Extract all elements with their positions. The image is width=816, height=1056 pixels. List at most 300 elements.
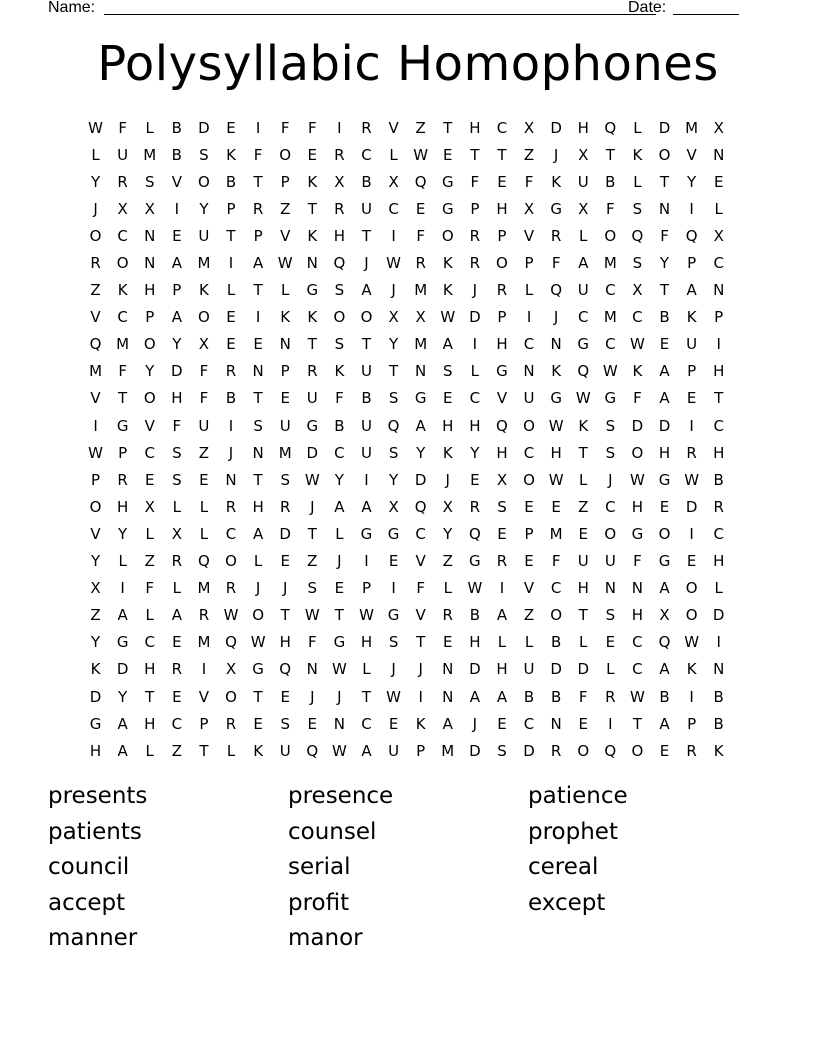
grid-letter: O [631, 443, 644, 462]
grid-letter: F [633, 389, 642, 408]
grid-letter: G [306, 281, 319, 300]
grid-letter: O [116, 254, 129, 273]
word-list-item: manor [288, 925, 363, 952]
grid-letter: G [658, 470, 671, 489]
grid-letter: K [226, 145, 236, 164]
grid-letter: G [631, 524, 644, 543]
grid-letter: P [524, 254, 534, 273]
grid-letter: S [388, 443, 399, 462]
grid-letter: A [659, 389, 670, 408]
grid-letter: K [686, 660, 697, 679]
grid-letter: L [606, 660, 615, 679]
grid-letter: O [143, 335, 156, 354]
grid-letter: W [467, 579, 483, 598]
grid-letter: I [526, 308, 532, 327]
grid-letter: Z [171, 741, 182, 760]
grid-letter: H [171, 389, 183, 408]
grid-letter: Y [145, 362, 155, 381]
grid-letter: O [360, 308, 373, 327]
grid-letter: P [497, 308, 507, 327]
grid-letter: X [90, 579, 101, 598]
grid-letter: R [307, 362, 318, 381]
grid-letter: O [550, 606, 563, 625]
grid-letter: R [686, 741, 697, 760]
grid-letter: W [304, 606, 320, 625]
grid-letter: E [497, 172, 507, 191]
grid-letter: Q [225, 633, 237, 652]
grid-letter: T [118, 389, 128, 408]
grid-letter: G [658, 552, 671, 571]
grid-letter: J [337, 552, 342, 571]
grid-letter: R [496, 552, 508, 571]
grid-letter: U [523, 389, 535, 408]
grid-letter: L [118, 552, 127, 571]
grid-letter: L [226, 281, 236, 300]
grid-letter: T [334, 606, 344, 625]
grid-letter: I [337, 118, 342, 137]
grid-letter: H [279, 633, 291, 652]
grid-letter: T [632, 714, 642, 733]
grid-letter: M [414, 281, 428, 300]
grid-letter: O [225, 552, 237, 571]
grid-letter: D [171, 362, 183, 381]
grid-letter: L [226, 741, 236, 760]
grid-letter: I [689, 416, 694, 435]
grid-letter: B [225, 172, 237, 191]
grid-letter: V [523, 579, 535, 598]
grid-letter: L [579, 633, 588, 652]
grid-letter: Y [388, 335, 399, 354]
grid-letter: V [496, 389, 508, 408]
grid-letter: Z [307, 552, 318, 571]
grid-letter: N [279, 335, 291, 354]
grid-letter: C [469, 389, 481, 408]
grid-letter: A [171, 308, 182, 327]
grid-letter: R [415, 254, 426, 273]
grid-letter: E [253, 714, 263, 733]
grid-letter: A [171, 606, 182, 625]
grid-letter: E [226, 118, 236, 137]
grid-letter: G [550, 199, 562, 218]
grid-letter: A [117, 606, 128, 625]
grid-letter: K [117, 281, 128, 300]
grid-letter: T [443, 118, 453, 137]
grid-letter: Y [199, 199, 209, 218]
grid-letter: C [171, 714, 183, 733]
grid-letter: A [659, 579, 670, 598]
grid-letter: F [524, 172, 534, 191]
grid-letter: P [118, 443, 128, 462]
grid-letter: A [117, 741, 128, 760]
grid-letter: B [605, 172, 616, 191]
grid-letter: E [388, 714, 399, 733]
grid-letter: L [524, 281, 534, 300]
grid-letter: S [632, 199, 643, 218]
grid-letter: T [199, 741, 209, 760]
grid-letter: U [360, 443, 372, 462]
grid-letter: S [334, 335, 345, 354]
grid-letter: C [605, 281, 616, 300]
grid-letter: N [631, 579, 644, 598]
grid-letter: Q [577, 362, 590, 381]
grid-letter: H [496, 660, 508, 679]
grid-letter: F [118, 118, 127, 137]
grid-letter: I [364, 552, 369, 571]
grid-letter: C [632, 308, 643, 327]
grid-letter: J [310, 687, 315, 706]
grid-letter: R [252, 199, 264, 218]
grid-letter: I [391, 226, 396, 245]
grid-letter: A [361, 281, 372, 300]
word-list-item: patients [48, 818, 142, 845]
grid-letter: M [89, 362, 103, 381]
grid-letter: S [172, 470, 182, 489]
grid-letter: X [144, 199, 155, 218]
grid-letter: L [253, 552, 263, 571]
grid-letter: M [197, 633, 211, 652]
date-label: Date: [628, 0, 667, 16]
grid-letter: H [631, 606, 644, 625]
grid-letter: M [278, 443, 292, 462]
grid-letter: H [144, 281, 156, 300]
grid-letter: E [497, 524, 507, 543]
grid-letter: X [713, 226, 724, 245]
grid-letter: Z [442, 552, 453, 571]
grid-letter: E [307, 714, 318, 733]
grid-letter: K [307, 172, 318, 191]
grid-letter: F [280, 118, 290, 137]
word-list-item: patience [528, 783, 628, 809]
grid-letter: H [117, 497, 129, 516]
grid-letter: T [307, 199, 317, 218]
grid-letter: B [659, 687, 670, 706]
grid-letter: I [228, 254, 234, 273]
grid-letter: E [253, 335, 263, 354]
grid-letter: U [577, 552, 589, 571]
grid-letter: U [360, 199, 372, 218]
grid-letter: H [89, 741, 102, 760]
grid-letter: L [443, 579, 452, 598]
grid-letter: O [225, 687, 237, 706]
word-list-item: manner [48, 925, 138, 952]
grid-letter: H [469, 118, 481, 137]
grid-letter: I [174, 199, 180, 218]
grid-letter: T [659, 172, 670, 191]
grid-letter: K [551, 362, 562, 381]
grid-letter: E [578, 524, 588, 543]
grid-letter: L [579, 470, 588, 489]
grid-letter: F [633, 552, 642, 571]
grid-letter: D [550, 118, 562, 137]
grid-letter: O [658, 524, 671, 543]
grid-letter: U [604, 552, 616, 571]
grid-letter: U [198, 226, 210, 245]
grid-letter: K [307, 308, 318, 327]
grid-letter: V [686, 145, 697, 164]
grid-letter: X [388, 497, 399, 516]
grid-letter: A [469, 687, 480, 706]
grid-letter: F [253, 145, 263, 164]
grid-letter: C [523, 443, 535, 462]
grid-letter: B [469, 606, 480, 625]
grid-letter: Z [523, 145, 535, 164]
grid-letter: B [550, 633, 562, 652]
grid-letter: Y [416, 443, 426, 462]
grid-letter: T [497, 145, 507, 164]
grid-letter: E [713, 172, 724, 191]
grid-letter: U [577, 281, 589, 300]
grid-letter: R [442, 606, 453, 625]
grid-letter: C [523, 335, 535, 354]
grid-letter: C [415, 524, 426, 543]
grid-letter: T [226, 226, 236, 245]
grid-letter: F [578, 687, 588, 706]
grid-letter: C [713, 254, 724, 273]
grid-letter: E [443, 145, 453, 164]
grid-letter: Q [387, 416, 400, 435]
grid-letter: I [418, 687, 423, 706]
grid-letter: H [713, 362, 725, 381]
grid-letter: E [578, 714, 588, 733]
grid-letter: I [689, 687, 694, 706]
word-list-item: counsel [288, 818, 377, 845]
grid-letter: O [252, 606, 265, 625]
grid-letter: N [306, 254, 318, 273]
grid-letter: A [578, 254, 589, 273]
grid-letter: T [605, 145, 615, 164]
word-list-item: prophet [528, 818, 618, 845]
grid-letter: A [334, 497, 345, 516]
grid-letter: D [306, 443, 319, 462]
grid-letter: X [117, 199, 128, 218]
grid-letter: M [414, 335, 428, 354]
grid-letter: Q [496, 416, 508, 435]
grid-letter: F [470, 172, 480, 191]
word-list-item: except [528, 889, 606, 916]
grid-letter: R [496, 281, 508, 300]
grid-letter: J [472, 281, 478, 300]
grid-letter: O [143, 389, 156, 408]
grid-letter: P [524, 524, 534, 543]
grid-letter: I [689, 199, 694, 218]
grid-letter: Z [578, 497, 589, 516]
grid-letter: S [199, 145, 209, 164]
grid-letter: B [713, 714, 724, 733]
grid-letter: J [553, 308, 559, 327]
grid-letter: B [550, 687, 562, 706]
grid-letter: A [686, 281, 697, 300]
grid-letter: A [252, 254, 264, 273]
grid-letter: S [334, 281, 345, 300]
grid-letter: V [415, 552, 426, 571]
grid-letter: O [89, 497, 102, 516]
grid-letter: D [116, 660, 129, 679]
grid-letter: X [442, 497, 453, 516]
grid-letter: Q [279, 660, 292, 679]
grid-letter: K [307, 226, 318, 245]
grid-letter: W [575, 389, 591, 408]
grid-letter: F [172, 416, 182, 435]
grid-letter: T [145, 687, 155, 706]
grid-letter: Z [415, 118, 426, 137]
grid-letter: L [145, 118, 154, 137]
grid-letter: T [388, 362, 399, 381]
grid-letter: H [144, 660, 156, 679]
grid-letter: J [391, 281, 396, 300]
grid-letter: P [687, 362, 697, 381]
grid-letter: C [361, 714, 372, 733]
grid-letter: I [716, 335, 721, 354]
grid-letter: T [253, 172, 263, 191]
grid-letter: Y [172, 335, 182, 354]
grid-letter: X [578, 145, 589, 164]
grid-letter: D [89, 687, 102, 706]
grid-letter: D [550, 660, 562, 679]
grid-letter: A [415, 416, 426, 435]
grid-letter: E [226, 335, 236, 354]
grid-letter: K [442, 281, 453, 300]
name-label: Name: [48, 0, 96, 16]
grid-letter: O [685, 579, 698, 598]
grid-letter: K [253, 741, 264, 760]
grid-letter: C [605, 335, 616, 354]
grid-letter: E [686, 552, 697, 571]
grid-letter: N [550, 714, 562, 733]
grid-letter: E [659, 497, 670, 516]
grid-letter: Z [198, 443, 210, 462]
grid-letter: B [361, 172, 372, 191]
grid-letter: B [713, 470, 724, 489]
grid-letter: L [199, 524, 209, 543]
grid-letter: M [143, 145, 157, 164]
grid-letter: I [93, 416, 98, 435]
grid-letter: N [523, 362, 535, 381]
grid-letter: R [605, 687, 616, 706]
grid-letter: U [279, 741, 291, 760]
grid-letter: E [415, 199, 426, 218]
grid-letter: K [686, 308, 697, 327]
grid-letter: R [550, 226, 562, 245]
grid-letter: W [386, 254, 401, 273]
grid-letter: W [602, 362, 618, 381]
grid-letter: S [144, 172, 155, 191]
grid-letter: O [523, 416, 535, 435]
grid-letter: S [632, 254, 643, 273]
grid-letter: R [117, 172, 128, 191]
grid-letter: O [441, 226, 454, 245]
grid-letter: S [172, 443, 182, 462]
grid-letter: S [388, 633, 399, 652]
grid-letter: L [633, 172, 642, 191]
grid-letter: X [632, 281, 643, 300]
grid-letter: L [91, 145, 100, 164]
grid-letter: K [280, 308, 291, 327]
grid-letter: T [578, 443, 588, 462]
grid-letter: I [689, 524, 694, 543]
grid-letter: X [523, 118, 535, 137]
grid-letter: E [172, 633, 182, 652]
grid-letter: I [364, 470, 369, 489]
grid-letter: N [144, 254, 156, 273]
grid-letter: N [252, 362, 264, 381]
grid-letter: O [198, 172, 210, 191]
grid-letter: R [225, 497, 237, 516]
grid-letter: G [360, 524, 373, 543]
grid-letter: Q [550, 281, 563, 300]
grid-letter: T [714, 389, 724, 408]
name-blank-line [104, 14, 656, 15]
grid-letter: U [279, 416, 291, 435]
grid-letter: R [171, 552, 183, 571]
grid-letter: X [388, 172, 399, 191]
grid-letter: H [469, 633, 481, 652]
grid-letter: R [198, 606, 210, 625]
grid-letter: B [171, 118, 182, 137]
grid-letter: P [361, 579, 371, 598]
grid-letter: L [579, 226, 588, 245]
grid-letter: L [389, 145, 398, 164]
grid-letter: O [89, 226, 102, 245]
grid-letter: N [713, 660, 725, 679]
grid-letter: A [117, 714, 128, 733]
grid-letter: I [228, 416, 234, 435]
grid-letter: T [361, 226, 372, 245]
grid-letter: E [199, 470, 209, 489]
grid-letter: I [608, 714, 613, 733]
word-list-item: profit [288, 889, 350, 916]
grid-letter: E [172, 687, 182, 706]
grid-letter: B [713, 687, 724, 706]
grid-letter: H [360, 633, 373, 652]
grid-letter: T [253, 470, 263, 489]
grid-letter: X [198, 335, 210, 354]
grid-letter: G [441, 172, 454, 191]
grid-letter: I [255, 308, 261, 327]
grid-letter: G [387, 606, 400, 625]
grid-letter: O [604, 524, 617, 543]
grid-letter: Q [658, 633, 671, 652]
grid-letter: W [413, 145, 429, 164]
grid-letter: Q [604, 118, 617, 137]
grid-letter: E [280, 552, 290, 571]
grid-letter: S [497, 497, 507, 516]
grid-letter: X [225, 660, 237, 679]
grid-letter: W [359, 606, 374, 625]
grid-letter: R [469, 226, 481, 245]
grid-letter: U [388, 741, 400, 760]
grid-letter: P [470, 199, 480, 218]
header [48, 0, 748, 20]
grid-letter: Y [334, 470, 344, 489]
grid-letter: N [333, 714, 345, 733]
date-blank-line [673, 14, 739, 15]
grid-letter: N [144, 226, 156, 245]
grid-letter: Q [631, 226, 644, 245]
grid-letter: J [391, 660, 396, 679]
grid-letter: R [686, 443, 697, 462]
grid-letter: E [307, 145, 318, 164]
grid-letter: L [145, 524, 154, 543]
grid-letter: K [551, 172, 562, 191]
grid-letter: R [90, 254, 101, 273]
grid-letter: F [199, 362, 209, 381]
grid-letter: B [361, 389, 372, 408]
grid-letter: Q [414, 497, 427, 516]
grid-letter: S [307, 579, 318, 598]
grid-letter: N [658, 199, 671, 218]
grid-letter: W [250, 633, 266, 652]
grid-letter: C [550, 579, 562, 598]
